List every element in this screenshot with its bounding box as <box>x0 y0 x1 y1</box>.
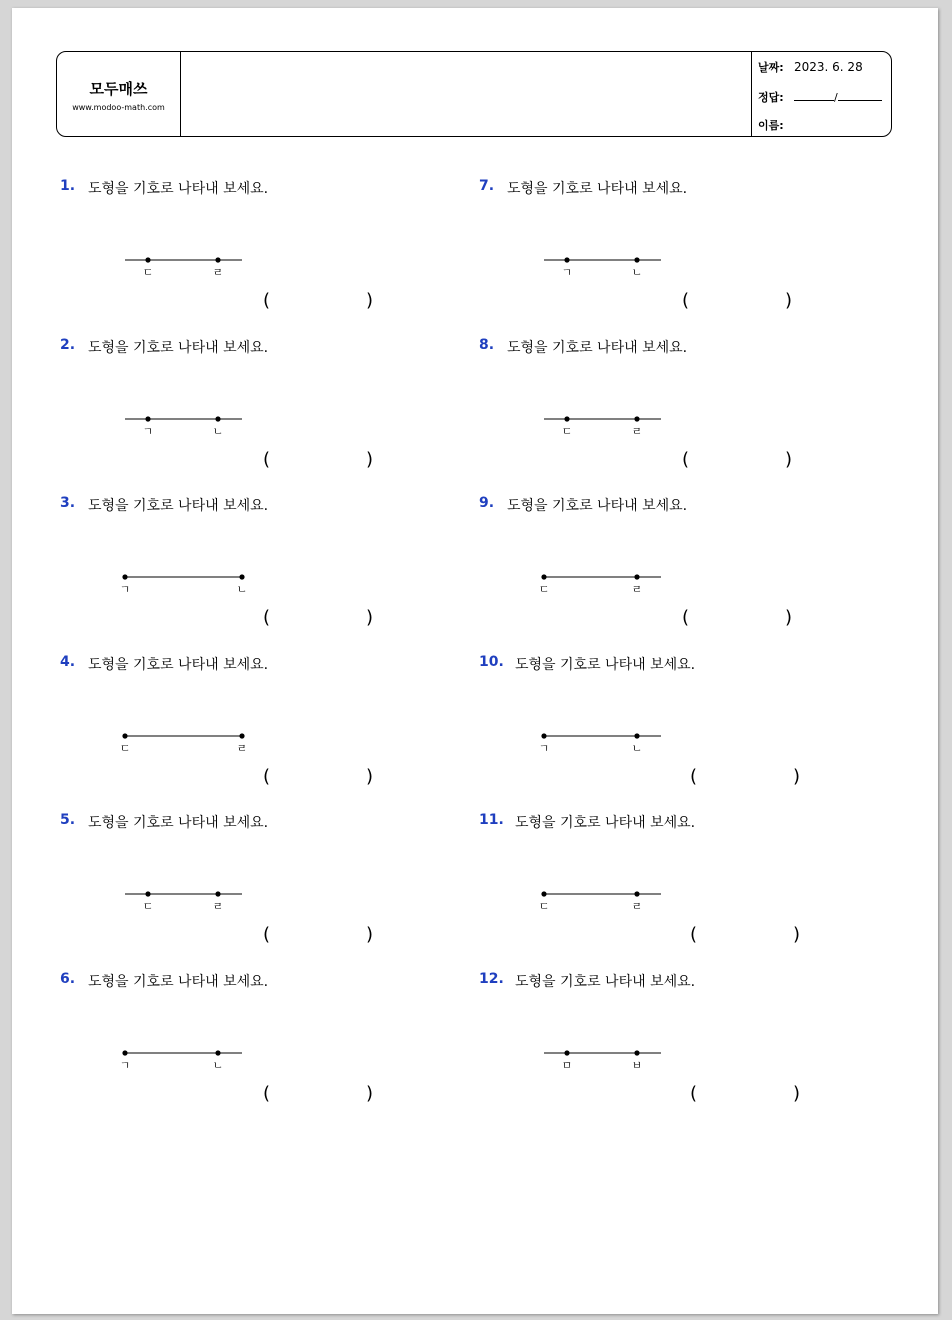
answer-bracket-close: ) <box>785 449 793 470</box>
geometry-figure <box>539 720 739 760</box>
answer-blank[interactable] <box>703 924 789 946</box>
answer-bracket-open: ( <box>263 766 271 787</box>
answer-blank[interactable] <box>695 290 781 312</box>
answer-bracket-close: ) <box>793 766 801 787</box>
point-1 <box>564 257 569 262</box>
point-label-1: ㄷ <box>142 266 154 279</box>
point-1 <box>145 891 150 896</box>
point-label-2: ㄹ <box>631 583 643 596</box>
point-label-1: ㄷ <box>120 742 131 755</box>
answer-bracket-close: ) <box>785 607 793 628</box>
point-2 <box>634 891 639 896</box>
point-2 <box>239 574 244 579</box>
geometry-figure <box>120 878 320 918</box>
point-1 <box>122 574 127 579</box>
point-label-1: ㅁ <box>561 1059 573 1072</box>
answer-bracket-open: ( <box>690 1083 698 1104</box>
point-label-2: ㄴ <box>212 425 224 438</box>
answer-bracket-close: ) <box>366 607 374 628</box>
answer-bracket-open: ( <box>682 290 690 311</box>
problem-number: 12. <box>479 971 504 987</box>
problem-instruction: 도형을 기호로 나타내 보세요. <box>515 974 696 990</box>
problem-instruction: 도형을 기호로 나타내 보세요. <box>88 498 269 514</box>
problem-6 <box>60 971 480 1121</box>
title-area <box>181 52 753 136</box>
point-1 <box>145 416 150 421</box>
answer-bracket-open: ( <box>263 1083 271 1104</box>
geometry-figure <box>539 1037 739 1077</box>
problem-number: 8. <box>479 337 495 353</box>
answer-blank[interactable] <box>276 766 362 788</box>
name-label: 이름: <box>758 119 784 132</box>
problem-instruction: 도형을 기호로 나타내 보세요. <box>515 815 696 831</box>
answer-bracket-open: ( <box>263 290 271 311</box>
point-label-2: ㄹ <box>631 425 643 438</box>
answer-blank[interactable] <box>703 766 789 788</box>
answer-blank[interactable] <box>276 607 362 629</box>
problem-instruction: 도형을 기호로 나타내 보세요. <box>507 498 688 514</box>
brand-box <box>57 52 181 136</box>
point-2 <box>215 416 220 421</box>
answer-bracket-open: ( <box>263 607 271 628</box>
point-2 <box>634 416 639 421</box>
problem-1 <box>60 178 480 328</box>
point-label-2: ㄹ <box>212 900 224 913</box>
answer-bracket-open: ( <box>263 924 271 945</box>
point-label-1: ㄱ <box>120 1059 131 1072</box>
answer-blank-left[interactable] <box>794 91 834 101</box>
worksheet-page <box>12 8 938 1314</box>
answer-label: 정답: <box>758 91 784 104</box>
point-1 <box>541 891 546 896</box>
answer-blank-right[interactable] <box>838 91 882 101</box>
geometry-figure <box>120 1037 320 1077</box>
answer-blank[interactable] <box>276 290 362 312</box>
point-label-1: ㄷ <box>561 425 573 438</box>
answer-bracket-close: ) <box>366 924 374 945</box>
answer-blank[interactable] <box>703 1083 789 1105</box>
problem-number: 3. <box>60 495 76 511</box>
answer-bracket-close: ) <box>366 449 374 470</box>
brand-logo: 모두매쓰 <box>89 80 148 98</box>
geometry-figure <box>539 244 739 284</box>
geometry-figure <box>120 244 320 284</box>
point-label-1: ㄷ <box>539 900 550 913</box>
problem-number: 11. <box>479 812 504 828</box>
point-2 <box>215 1050 220 1055</box>
answer-bracket-close: ) <box>793 1083 801 1104</box>
problem-10 <box>479 654 899 804</box>
answer-bracket-open: ( <box>690 766 698 787</box>
problem-number: 4. <box>60 654 76 670</box>
point-1 <box>541 574 546 579</box>
problem-instruction: 도형을 기호로 나타내 보세요. <box>507 340 688 356</box>
answer-blank[interactable] <box>276 1083 362 1105</box>
problem-number: 5. <box>60 812 76 828</box>
problem-number: 9. <box>479 495 495 511</box>
answer-blank[interactable] <box>695 607 781 629</box>
answer-blank[interactable] <box>695 449 781 471</box>
problem-instruction: 도형을 기호로 나타내 보세요. <box>88 181 269 197</box>
point-label-2: ㅂ <box>631 1059 643 1072</box>
point-2 <box>634 574 639 579</box>
point-label-1: ㄷ <box>142 900 154 913</box>
problem-number: 1. <box>60 178 76 194</box>
name-row <box>758 117 794 133</box>
date-value: 2023. 6. 28 <box>794 60 863 74</box>
answer-bracket-close: ) <box>785 290 793 311</box>
point-1 <box>564 416 569 421</box>
geometry-figure <box>120 720 320 760</box>
answer-bracket-open: ( <box>682 449 690 470</box>
point-1 <box>122 733 127 738</box>
point-label-2: ㄹ <box>236 742 248 755</box>
geometry-figure <box>120 403 320 443</box>
answer-row <box>758 89 882 105</box>
worksheet-header <box>56 51 892 137</box>
problem-8 <box>479 337 899 487</box>
answer-bracket-open: ( <box>690 924 698 945</box>
problem-instruction: 도형을 기호로 나타내 보세요. <box>88 340 269 356</box>
problem-11 <box>479 812 899 962</box>
point-1 <box>564 1050 569 1055</box>
point-2 <box>215 257 220 262</box>
point-label-2: ㄴ <box>236 583 248 596</box>
point-label-1: ㄱ <box>539 742 550 755</box>
answer-bracket-close: ) <box>366 1083 374 1104</box>
point-1 <box>122 1050 127 1055</box>
answer-bracket-close: ) <box>366 290 374 311</box>
geometry-figure <box>120 561 320 601</box>
problem-7 <box>479 178 899 328</box>
answer-blank[interactable] <box>276 449 362 471</box>
problem-12 <box>479 971 899 1121</box>
problem-number: 6. <box>60 971 76 987</box>
problem-number: 2. <box>60 337 76 353</box>
problem-3 <box>60 495 480 645</box>
point-2 <box>634 257 639 262</box>
point-label-1: ㄱ <box>142 425 154 438</box>
answer-blank[interactable] <box>276 924 362 946</box>
problem-2 <box>60 337 480 487</box>
point-2 <box>634 733 639 738</box>
point-label-1: ㄷ <box>539 583 550 596</box>
point-2 <box>634 1050 639 1055</box>
answer-bracket-open: ( <box>263 449 271 470</box>
answer-separator: / <box>834 91 838 104</box>
point-label-2: ㄹ <box>212 266 224 279</box>
problem-instruction: 도형을 기호로 나타내 보세요. <box>88 657 269 673</box>
geometry-figure <box>539 561 739 601</box>
info-box <box>751 52 891 136</box>
problem-instruction: 도형을 기호로 나타내 보세요. <box>88 974 269 990</box>
point-label-1: ㄱ <box>120 583 131 596</box>
geometry-figure <box>539 878 739 918</box>
point-2 <box>239 733 244 738</box>
problem-number: 10. <box>479 654 504 670</box>
problem-4 <box>60 654 480 804</box>
answer-bracket-close: ) <box>366 766 374 787</box>
point-1 <box>541 733 546 738</box>
problem-instruction: 도형을 기호로 나타내 보세요. <box>507 181 688 197</box>
problem-instruction: 도형을 기호로 나타내 보세요. <box>88 815 269 831</box>
problem-instruction: 도형을 기호로 나타내 보세요. <box>515 657 696 673</box>
answer-bracket-open: ( <box>682 607 690 628</box>
brand-url: www.modoo-math.com <box>72 103 165 112</box>
point-label-2: ㄴ <box>212 1059 224 1072</box>
date-row <box>758 59 863 75</box>
problem-5 <box>60 812 480 962</box>
point-1 <box>145 257 150 262</box>
point-label-1: ㄱ <box>561 266 573 279</box>
point-label-2: ㄹ <box>631 900 643 913</box>
problem-number: 7. <box>479 178 495 194</box>
point-label-2: ㄴ <box>631 742 643 755</box>
point-2 <box>215 891 220 896</box>
point-label-2: ㄴ <box>631 266 643 279</box>
problem-9 <box>479 495 899 645</box>
date-label: 날짜: <box>758 61 784 74</box>
answer-bracket-close: ) <box>793 924 801 945</box>
geometry-figure <box>539 403 739 443</box>
